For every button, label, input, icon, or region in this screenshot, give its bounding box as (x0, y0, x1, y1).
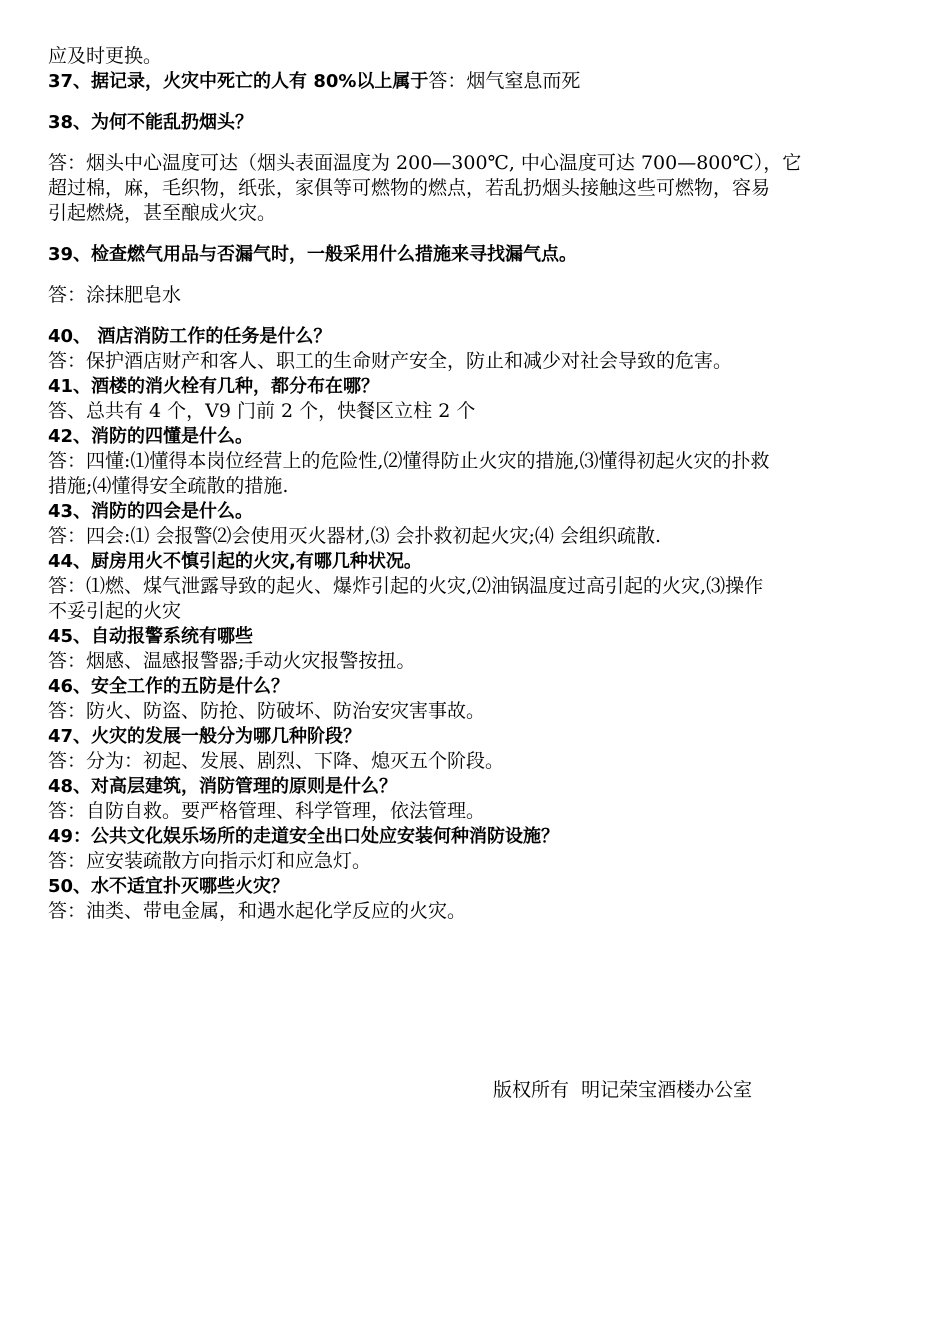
answer-45: 答：烟感、温感报警器;手动火灾报警按扭。 (48, 650, 416, 672)
answer-40: 答：保护酒店财产和客人、职工的生命财产安全，防止和减少对社会导致的危害。 (48, 350, 733, 372)
answer-44-line: 答：⑴燃、煤气泄露导致的起火、爆炸引起的火灾,⑵油锅温度过高引起的火灾,⑶操作 (48, 575, 764, 597)
answer-42-line: 答：四懂:⑴懂得本岗位经营上的危险性,⑵懂得防止火灾的措施,⑶懂得初起火灾的扑救 (48, 450, 770, 472)
answer-50: 答：油类、带电金属，和遇水起化学反应的火灾。 (48, 900, 467, 922)
answer-38-line: 超过棉，麻，毛织物，纸张，家俱等可燃物的燃点，若乱扔烟头接触这些可燃物，容易 (48, 177, 771, 199)
answer-43: 答：四会:⑴ 会报警⑵会使用灭火器材,⑶ 会扑救初起火灾;⑷ 会组织疏散. (48, 525, 662, 547)
question-49: 49：公共文化娱乐场所的走道安全出口处应安装何种消防设施？ (48, 826, 560, 847)
question-47: 47、火灾的发展一般分为哪几种阶段？ (48, 726, 362, 747)
question-41: 41、酒楼的消火栓有几种，都分布在哪？ (48, 376, 380, 397)
question-46: 46、安全工作的五防是什么？ (48, 676, 290, 697)
answer-42-line: 措施;⑷懂得安全疏散的措施. (48, 475, 289, 497)
answer-44-line: 不妥引起的火灾 (48, 600, 182, 622)
qa-37 (48, 69, 900, 94)
answer-46: 答：防火、防盗、防抢、防破坏、防治安灾害事故。 (48, 700, 486, 722)
question-38: 38、为何不能乱扔烟头？ (48, 112, 254, 133)
answer-49: 答：应安装疏散方向指示灯和应急灯。 (48, 850, 372, 872)
question-44: 44、厨房用火不慎引起的火灾,有哪几种状况。 (48, 551, 422, 572)
question-42: 42、消防的四懂是什么。 (48, 426, 254, 447)
question-43: 43、消防的四会是什么。 (48, 501, 254, 522)
answer-37: 答：烟气窒息而死 (428, 70, 581, 92)
intro-tail: 应及时更换。 (48, 45, 163, 67)
answer-41: 答、总共有 4 个，V9 门前 2 个，快餐区立柱 2 个 (48, 400, 476, 422)
answer-47: 答：分为：初起、发展、剧烈、下降、熄灭五个阶段。 (48, 750, 505, 772)
question-45: 45、自动报警系统有哪些 (48, 626, 254, 647)
answer-38 (48, 151, 900, 226)
answer-38-line: 引起燃烧，甚至酿成火灾。 (48, 202, 277, 224)
question-40: 40、 酒店消防工作的任务是什么？ (48, 326, 332, 347)
answer-39: 答：涂抹肥皂水 (48, 284, 182, 306)
question-37: 37、据记录，火灾中死亡的人有 80%以上属于 (48, 71, 429, 92)
answer-38-line: 答：烟头中心温度可达（烟头表面温度为 200—300℃, 中心温度可达 700—800℃），它 (48, 152, 802, 174)
copyright-footer: 版权所有 明记荣宝酒楼办公室 (493, 1079, 753, 1101)
question-48: 48、对高层建筑，消防管理的原则是什么？ (48, 776, 398, 797)
question-39: 39、检查燃气用品与否漏气时，一般采用什么措施来寻找漏气点。 (48, 244, 578, 265)
answer-48: 答：自防自救。要严格管理、科学管理，依法管理。 (48, 800, 486, 822)
document-body (48, 44, 900, 924)
question-50: 50、水不适宜扑灭哪些火灾？ (48, 876, 290, 897)
